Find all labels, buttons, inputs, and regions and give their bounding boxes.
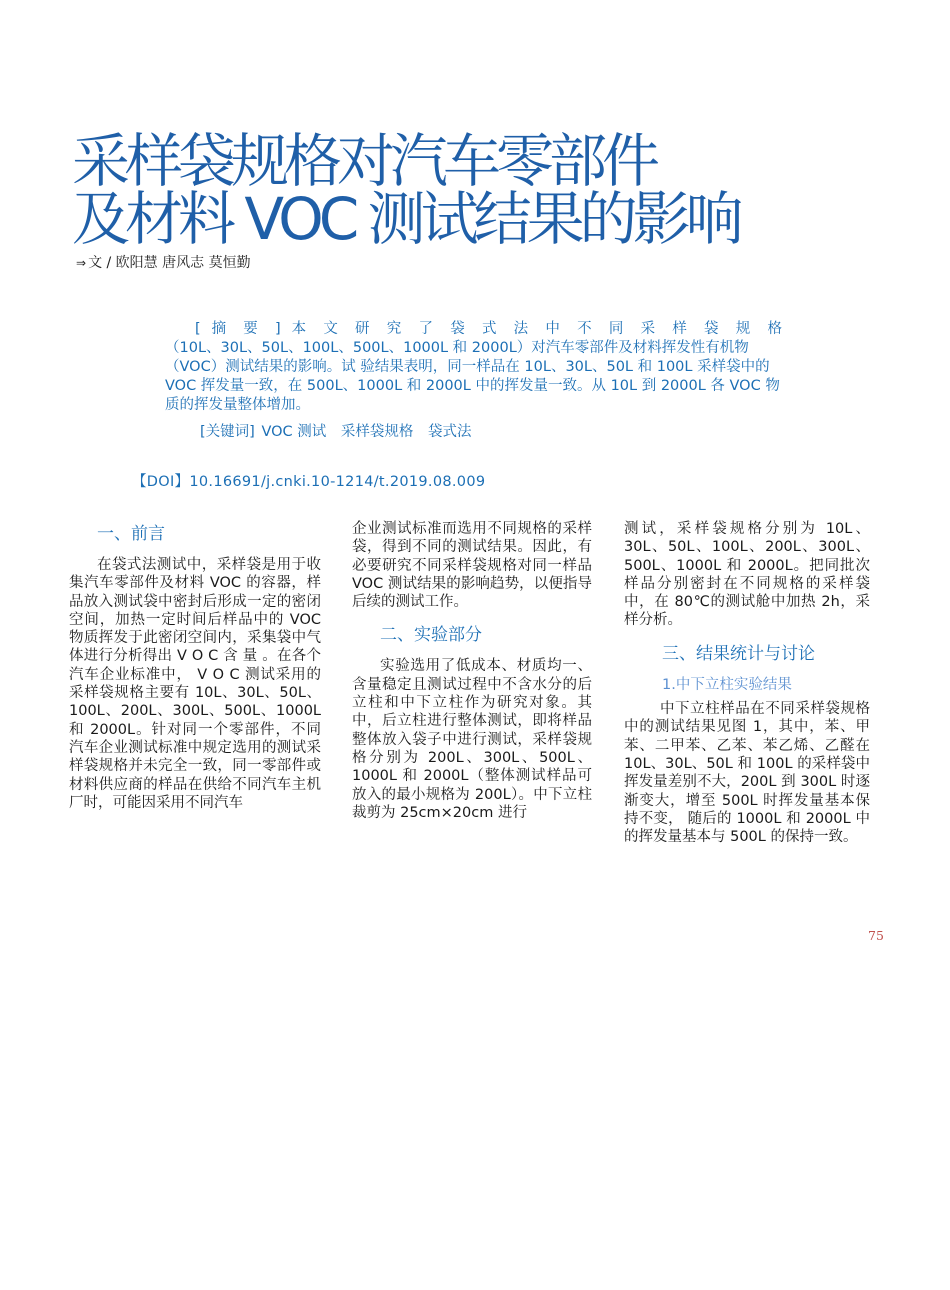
keyword-item: 袋式法 <box>427 424 472 440</box>
section-heading-results: 三、结果统计与讨论 <box>662 643 815 664</box>
intro-paragraph-continued: 企业测试标准而选用不同规格的采样袋，得到不同的测试结果。因此，有必要研究不同采样袋规格对同一样品 VOC 测试结果的影响趋势，以便指导后续的测试工作。 <box>352 521 592 611</box>
arrow-icon: ⇒ <box>76 256 87 270</box>
column-1 <box>69 520 321 812</box>
section-heading-intro: 一、前言 <box>97 524 165 544</box>
section-heading-experiment: 二、实验部分 <box>380 625 482 646</box>
title-line-1: 采样袋规格对汽车零部件 <box>72 127 656 195</box>
author-byline <box>76 252 251 272</box>
keywords <box>200 420 481 441</box>
keywords-label: [关键词] <box>200 424 255 440</box>
abstract <box>165 320 782 415</box>
intro-paragraph: 在袋式法测试中，采样袋是用于收集汽车零部件及材料 VOC 的容器，样品放入测试袋中密封后形成一定的密闭空间，加热一定时间后样品中的 VOC 物质挥发于此密闭空间内，采集袋中气体进行分析得出 V O C 含 量 。在各个汽车企业标准中， V O C 测试采用的采样袋规格主要有 10L、30L、50L、100L、200L、300L、500L、1000L 和 2000L。针对同一个零部件，不同汽车企业测试标准中规定选用的测试采样袋规格并未完全一致，同一零部件或材料供应商的样品在供给不同汽车主机厂时，可能因采用不同汽车 <box>69 557 321 811</box>
doi-line: 【DOI】10.16691/j.cnki.10-1214/t.2019.08.009 <box>132 474 486 490</box>
abstract-body: （10L、30L、50L、100L、500L、1000L 和 2000L）对汽车零部件及材料挥发性有机物（VOC）测试结果的影响。试 验结果表明，同一样品在 10L、30L、50L 和 100L 采样袋中的 VOC 挥发量一致，在 500L、1000L 和 2000L 中的挥发量一致。从 10L 到 2000L 各 VOC 物质的挥发量整体增加。 <box>165 340 780 413</box>
title-line-2: 及材料 VOC 测试结果的影响 <box>72 185 739 253</box>
author-names: 文 / 欧阳慧 唐风志 莫恒勤 <box>88 255 251 271</box>
column-3 <box>624 520 870 846</box>
page-number: 75 <box>868 928 884 943</box>
results-paragraph: 中下立柱样品在不同采样袋规格中的测试结果见图 1，其中，苯、甲苯、二甲苯、乙苯、苯乙烯、乙醛在 10L、30L、50L 和 100L 的采样袋中挥发量差别不大，200L 到 300L 时逐渐变大，增至 500L 时挥发量基本保持不变， 随后的 1000L 和 2000L 中的挥发量基本与 500L 的保持一致。 <box>624 701 870 846</box>
experiment-paragraph: 实验选用了低成本、材质均一、含量稳定且测试过程中不含水分的后立柱和中下立柱作为研究对象。其中，后立柱进行整体测试，即将样品整体放入袋子中进行测试，采样袋规格分别为 200L、300L、500L、1000L 和 2000L（整体测试样品可放入的最小规格为 200L）。中下立柱裁剪为 25cm×20cm 进行 <box>352 658 592 821</box>
keyword-item: 采样袋规格 <box>340 424 414 440</box>
experiment-paragraph-continued: 测试，采样袋规格分别为 10L、30L、50L、100L、200L、300L、500L、1000L 和 2000L。把同批次样品分别密封在不同规格的采样袋中，在 80℃的测试舱中加热 2h，采样分析。 <box>624 521 870 629</box>
subsection-heading: 1.中下立柱实验结果 <box>662 676 792 693</box>
article-title <box>72 127 872 253</box>
keyword-item: VOC 测试 <box>261 424 327 440</box>
abstract-lead: [ 摘 要 ] 本 文 研 究 了 袋 式 法 中 不 同 采 样 袋 规 格 <box>195 321 782 337</box>
column-2 <box>352 520 592 822</box>
